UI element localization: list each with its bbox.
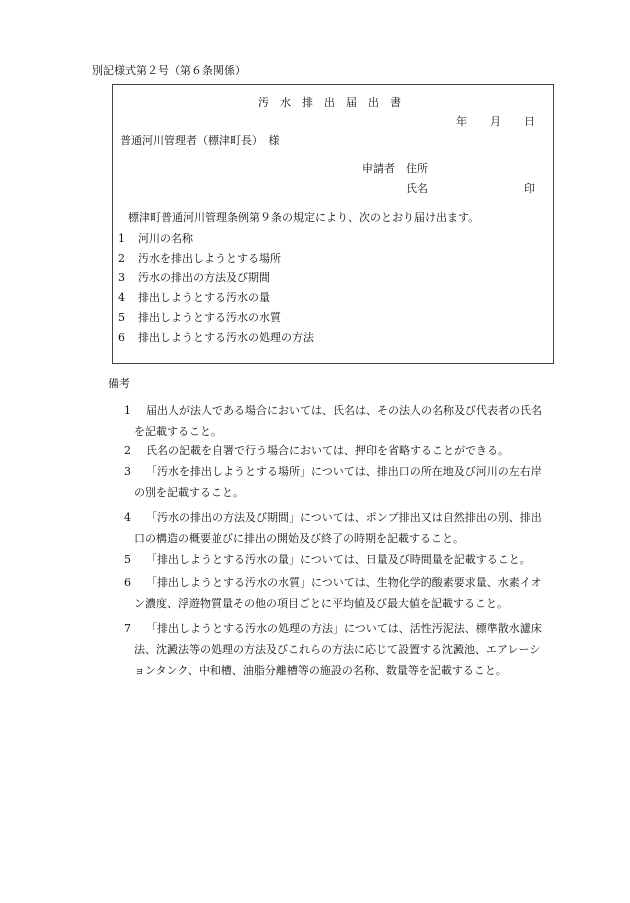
note-line (124, 622, 542, 636)
form-item-number: 5 (118, 311, 125, 324)
applicant-label: 申請者 (362, 162, 395, 175)
note-number: 4 (124, 511, 131, 524)
form-item-text: 排出しようとする汚水の量 (138, 291, 270, 304)
form-item (118, 291, 270, 305)
note-line (124, 576, 541, 590)
note-line: ョンタンク、中和槽、油脂分離槽等の施設の名称、数量等を記載すること。 (134, 664, 507, 677)
note-text: 「汚水を排出しようとする場所」については、排出口の所在地及び河川の左右岸 (146, 465, 542, 478)
notes-heading: 備考 (108, 377, 130, 390)
note-line (124, 404, 542, 418)
note-number: 7 (124, 622, 131, 635)
form-item-text: 汚水の排出の方法及び期間 (138, 271, 270, 284)
addressee: 普通河川管理者（標津町長） 様 (120, 134, 280, 147)
intro-text: 標津町普通河川管理条例第９条の規定により、次のとおり届け出ます。 (128, 211, 480, 224)
note-number: 5 (124, 553, 131, 566)
seal-mark: 印 (524, 182, 535, 195)
note-line: ン濃度、浮遊物質量その他の項目ごとに平均値及び最大値を記載すること。 (134, 597, 508, 610)
date-day: 日 (524, 115, 535, 128)
date-year: 年 (456, 115, 467, 128)
form-item (118, 232, 193, 246)
note-line: を記載すること。 (134, 425, 222, 438)
form-item-number: 2 (118, 252, 125, 265)
note-text: 「汚水の排出の方法及び期間」については、ポンプ排出又は自然排出の別、排出 (146, 511, 542, 524)
name-label: 氏名 (406, 182, 428, 195)
date-month: 月 (490, 115, 501, 128)
note-number: 6 (124, 576, 131, 589)
note-line (124, 511, 542, 525)
form-item-number: 4 (118, 291, 125, 304)
form-item (118, 252, 281, 266)
form-item-text: 排出しようとする汚水の処理の方法 (138, 331, 314, 344)
note-text: 氏名の記載を自署で行う場合においては、押印を省略することができる。 (146, 444, 509, 457)
form-item (118, 331, 314, 345)
form-title: 汚 水 排 出 届 出 書 (258, 96, 401, 109)
note-line (124, 553, 531, 567)
note-line (124, 444, 509, 458)
note-text: 「排出しようとする汚水の水質」については、生物化学的酸素要求量、水素イオ (146, 576, 542, 589)
note-text: 「排出しようとする汚水の量」については、日量及び時間量を記載すること。 (146, 553, 531, 566)
form-item-number: 3 (118, 271, 125, 284)
form-item-number: 6 (118, 331, 125, 344)
address-label: 住所 (406, 162, 428, 175)
form-item-text: 河川の名称 (138, 232, 193, 245)
note-line: 法、沈澱法等の処理の方法及びこれらの方法に応じて設置する沈澱池、エアレーシ (134, 643, 541, 656)
note-text: 「排出しようとする汚水の処理の方法」については、活性汚泥法、標準散水濾床 (146, 622, 542, 635)
note-line: の別を記載すること。 (134, 486, 244, 499)
note-line: 口の構造の概要並びに排出の開始及び終了の時期を記載すること。 (134, 532, 464, 545)
note-number: 1 (124, 404, 131, 417)
form-label: 別記様式第２号（第６条関係） (92, 64, 246, 77)
note-number: 3 (124, 465, 131, 478)
form-item (118, 271, 270, 285)
form-item-number: 1 (118, 232, 125, 245)
form-item-text: 排出しようとする汚水の水質 (138, 311, 281, 324)
form-item (118, 311, 281, 325)
note-text: 届出人が法人である場合においては、氏名は、その法人の名称及び代表者の氏名 (146, 404, 542, 417)
form-item-text: 汚水を排出しようとする場所 (138, 252, 281, 265)
note-line (124, 465, 542, 479)
note-number: 2 (124, 444, 131, 457)
